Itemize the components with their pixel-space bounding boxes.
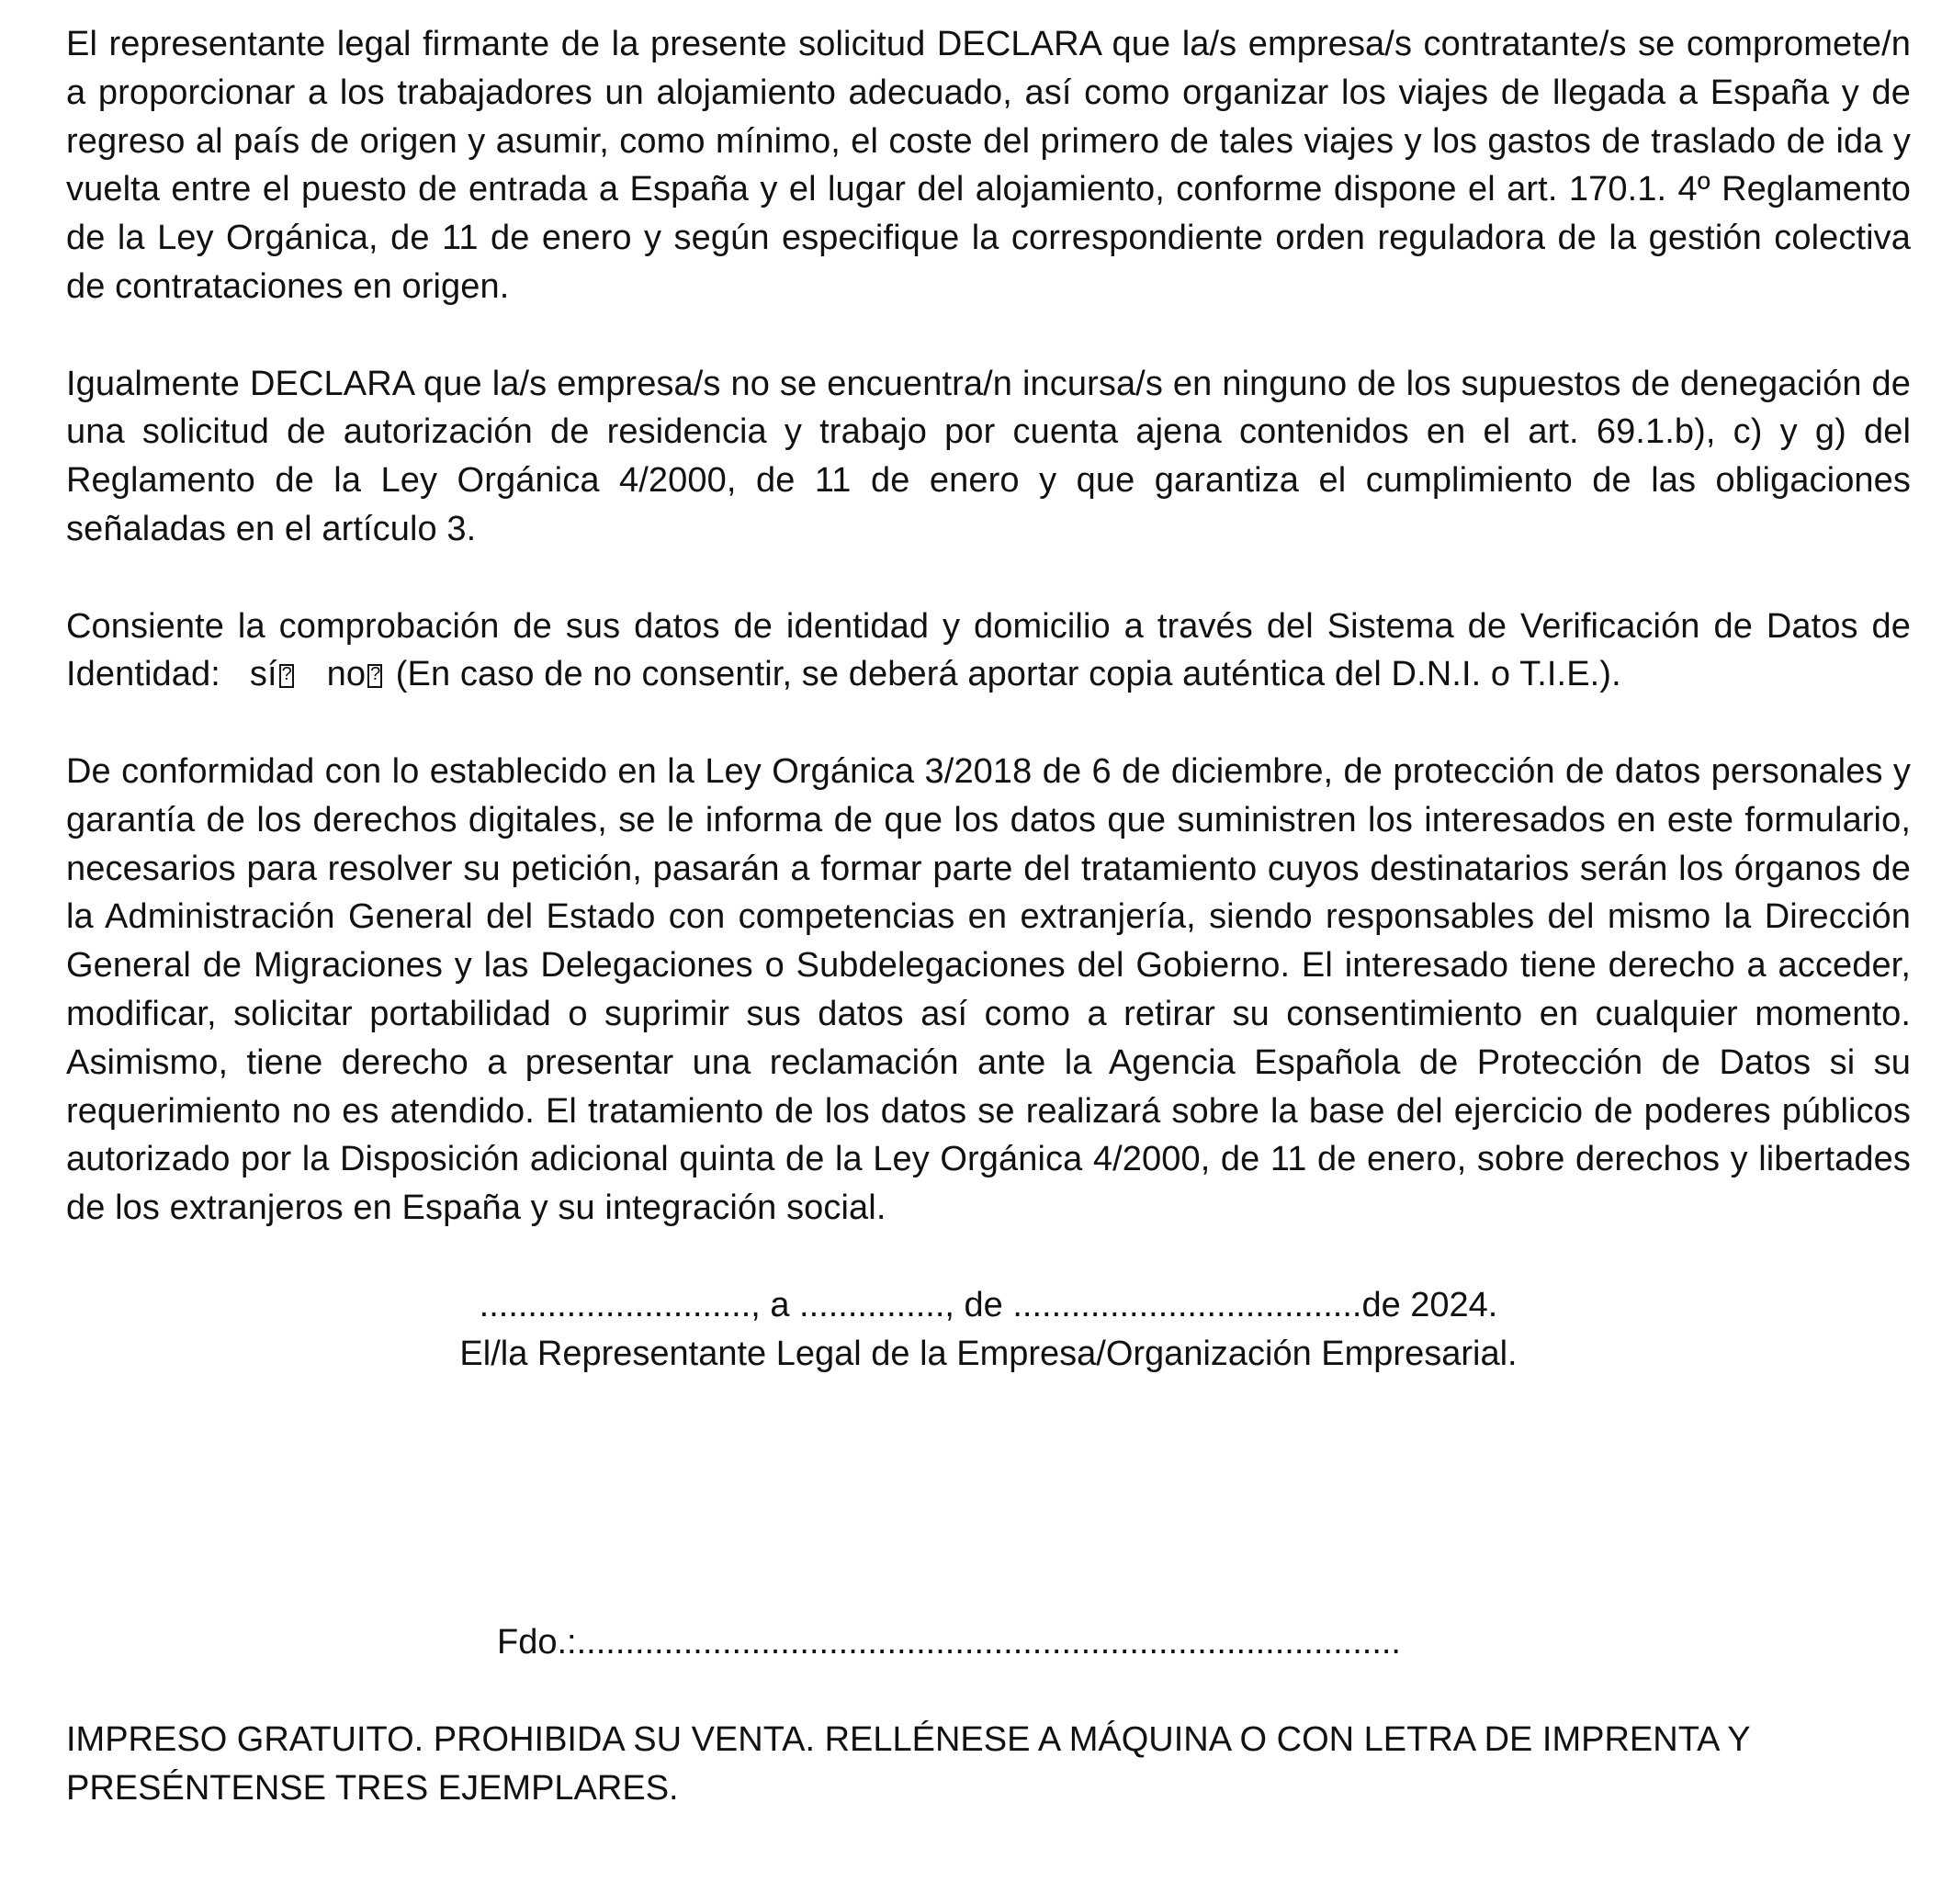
data-protection-paragraph: De conformidad con lo establecido en la Ley Orgánica 3/2018 de 6 de diciembre, de protección de datos personales y garantía de los derechos digitales, se le informa de que los datos que suministren los interesados en este formulario, necesarios para resolver su petición, pasarán a formar parte del tratamiento cuyos destinatarios serán los órganos de la Administración General del Estado con competencias en extranjería, siendo responsables del mismo la Dirección General de Migraciones y las Delegaciones o Subdelegaciones del Gobierno. El interesado tiene derecho a acceder, modificar, solicitar portabilidad o suprimir sus datos así como a retirar su consentimiento en cualquier momento. Asimismo, tiene derecho a presentar una reclamación ante la Agencia Española de Protección de Datos si su requerimiento no es atendido. El tratamiento de los datos se realizará sobre la base del ejercicio de poderes públicos autorizado por la Disposición adicional quinta de la Ley Orgánica 4/2000, de 11 de enero, sobre derechos y libertades de los extranjeros en España y su integración social. [66, 751, 1911, 1228]
consent-text: Consiente la comprobación de sus datos de identidad y domicilio a través del Sistema de Verificación de Datos de Identidad: [66, 606, 1911, 694]
document-body [66, 20, 1911, 1233]
consent-yes-checkbox[interactable] [279, 664, 294, 688]
declaration-paragraph-2: Igualmente DECLARA que la/s empresa/s no se encuentra/n incursa/s en ninguno de los supuestos de denegación de una solicitud de autorización de residencia y trabajo por cuenta ajena contenidos en el art. 69.1.b), c) y g) del Reglamento de la Ley Orgánica 4/2000, de 11 de enero y que garantiza el cumplimiento de las obligaciones señaladas en el artículo 3. [66, 364, 1911, 548]
signer-role-line: El/la Representante Legal de la Empresa/Organización Empresarial. [459, 1334, 1518, 1373]
consent-no-checkbox[interactable] [367, 664, 382, 688]
date-signature-block [66, 1281, 1911, 1379]
consent-paragraph [66, 603, 1911, 700]
date-place-line[interactable]: ............................, a ..............., de ....................................de 2024. [479, 1286, 1498, 1324]
consent-yes-label: sí [249, 655, 277, 694]
paragraph-spacer [66, 554, 1911, 603]
signature-line[interactable]: Fdo.:..................................................................................... [497, 1623, 1401, 1662]
paragraph-spacer [66, 311, 1911, 360]
footer-notice: IMPRESO GRATUITO. PROHIBIDA SU VENTA. RELLÉNESE A MÁQUINA O CON LETRA DE IMPRENTA Y PRESÉNTENSE TRES EJEMPLARES. [66, 1720, 1750, 1808]
consent-note: (En caso de no consentir, se deberá aportar copia auténtica del D.N.I. o T.I.E.). [395, 655, 1621, 694]
consent-no-label: no [326, 655, 367, 694]
paragraph-spacer [66, 699, 1911, 748]
declaration-paragraph-1: El representante legal firmante de la presente solicitud DECLARA que la/s empresa/s contratante/s se compromete/n a proporcionar a los trabajadores un alojamiento adecuado, así como organizar los viajes de llegada a España y de regreso al país de origen y asumir, como mínimo, el coste del primero de tales viajes y los gastos de traslado de ida y vuelta entre el puesto de entrada a España y el lugar del alojamiento, conforme dispone el art. 170.1. 4º Reglamento de la Ley Orgánica, de 11 de enero y según especifique la correspondiente orden reguladora de la gestión colectiva de contrataciones en origen. [66, 25, 1911, 306]
